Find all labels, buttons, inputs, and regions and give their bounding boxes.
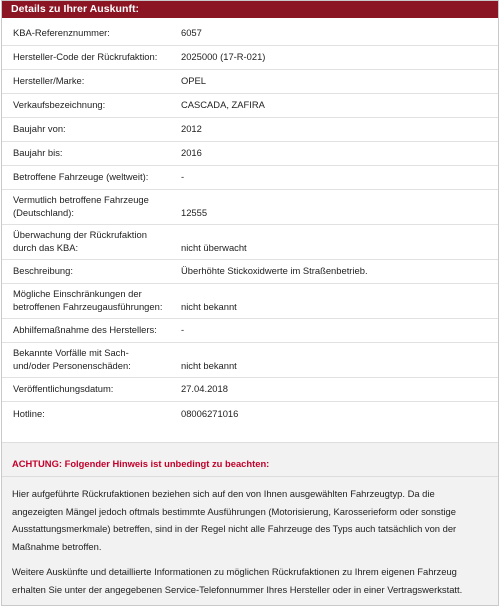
notice-box [2, 442, 498, 605]
row-label: Betroffene Fahrzeuge (weltweit): [13, 171, 149, 183]
row-hotline [2, 402, 498, 426]
row-label: Hersteller/Marke: [13, 75, 85, 87]
row-label-line: betroffenen Fahrzeugausführungen: [13, 300, 163, 312]
row-value: 6057 [181, 27, 202, 39]
row-value: 12555 [181, 206, 208, 218]
row-label: Verkaufsbezeichnung: [13, 99, 106, 111]
row-value: nicht überwacht [181, 241, 247, 253]
notice-divider [2, 476, 498, 477]
row-label-line: Vermutlich betroffene Fahrzeuge [13, 194, 149, 205]
row-label: Baujahr bis: [13, 147, 63, 159]
row-value: 2025000 (17-R-021) [181, 51, 266, 63]
row-value: nicht bekannt [181, 359, 237, 371]
row-label [2, 288, 181, 318]
row-value: OPEL [181, 75, 207, 87]
row-affected-germany [2, 190, 498, 225]
row-label: Hotline: [13, 407, 45, 419]
row-value: Überhöhte Stickoxidwerte im Straßenbetrieb. [181, 265, 368, 277]
row-label: Veröffentlichungsdatum: [13, 383, 114, 395]
row-label-line: Überwachung der Rückrufaktion [13, 229, 147, 240]
row-value: 2016 [181, 147, 202, 159]
panel-header: Details zu Ihrer Auskunft: [2, 1, 498, 18]
row-year-from [2, 118, 498, 142]
row-value: CASCADA, ZAFIRA [181, 99, 265, 111]
details-table [2, 18, 498, 426]
row-label [2, 347, 181, 377]
row-brand [2, 70, 498, 94]
recall-details-panel [1, 0, 499, 606]
row-year-to [2, 142, 498, 166]
row-label: KBA-Referenznummer: [13, 27, 110, 39]
row-label: Beschreibung: [13, 265, 73, 277]
row-label-line: (Deutschland): [13, 206, 74, 218]
row-manufacturer-code [2, 46, 498, 70]
row-restrictions [2, 284, 498, 319]
row-value: nicht bekannt [181, 300, 237, 312]
row-value: 08006271016 [181, 407, 239, 419]
row-affected-worldwide [2, 166, 498, 190]
row-label [2, 229, 181, 259]
row-label-line: durch das KBA: [13, 241, 79, 253]
row-value: - [181, 324, 185, 336]
row-sales-name [2, 94, 498, 118]
row-kba-monitoring [2, 225, 498, 260]
row-value: 27.04.2018 [181, 383, 228, 395]
row-label-line: und/oder Personenschäden: [13, 359, 131, 371]
row-kba-reference [2, 22, 498, 46]
row-known-incidents [2, 343, 498, 378]
row-label-line: Bekannte Vorfälle mit Sach- [13, 347, 129, 358]
row-label [2, 194, 181, 224]
row-remedy [2, 319, 498, 343]
row-publication-date [2, 378, 498, 402]
notice-paragraph: Hier aufgeführte Rückrufaktionen beziehen sich auf den von Ihnen ausgewählten Fahrzeugtyp. Da die angezeigten Mängel jedoch oftmals bestimmte Ausführungen (Motorisierung, Karosserieform oder sonstige Ausstattungsmerkmale) betreffen, sind in der Regel nicht alle Fahrzeuge des Typs auch tatsächlich von der Maßnahme betroffen. [12, 488, 457, 552]
warning-heading: ACHTUNG: Folgender Hinweis ist unbedingt zu beachten: [12, 458, 270, 469]
row-label: Hersteller-Code der Rückrufaktion: [13, 51, 158, 63]
row-label-line: Mögliche Einschränkungen der [13, 288, 142, 299]
row-value: 2012 [181, 123, 202, 135]
row-value: - [181, 171, 185, 183]
notice-paragraph: Weitere Auskünfte und detaillierte Informationen zu möglichen Rückrufaktionen zu Ihrem eigenen Fahrzeug erhalten Sie unter der angegebenen Service-Telefonnummer Ihres Hersteller oder in einer Vertragswerkstatt. [12, 566, 463, 595]
row-label: Baujahr von: [13, 123, 66, 135]
row-label: Abhilfemaßnahme des Herstellers: [13, 324, 157, 336]
row-description [2, 260, 498, 284]
